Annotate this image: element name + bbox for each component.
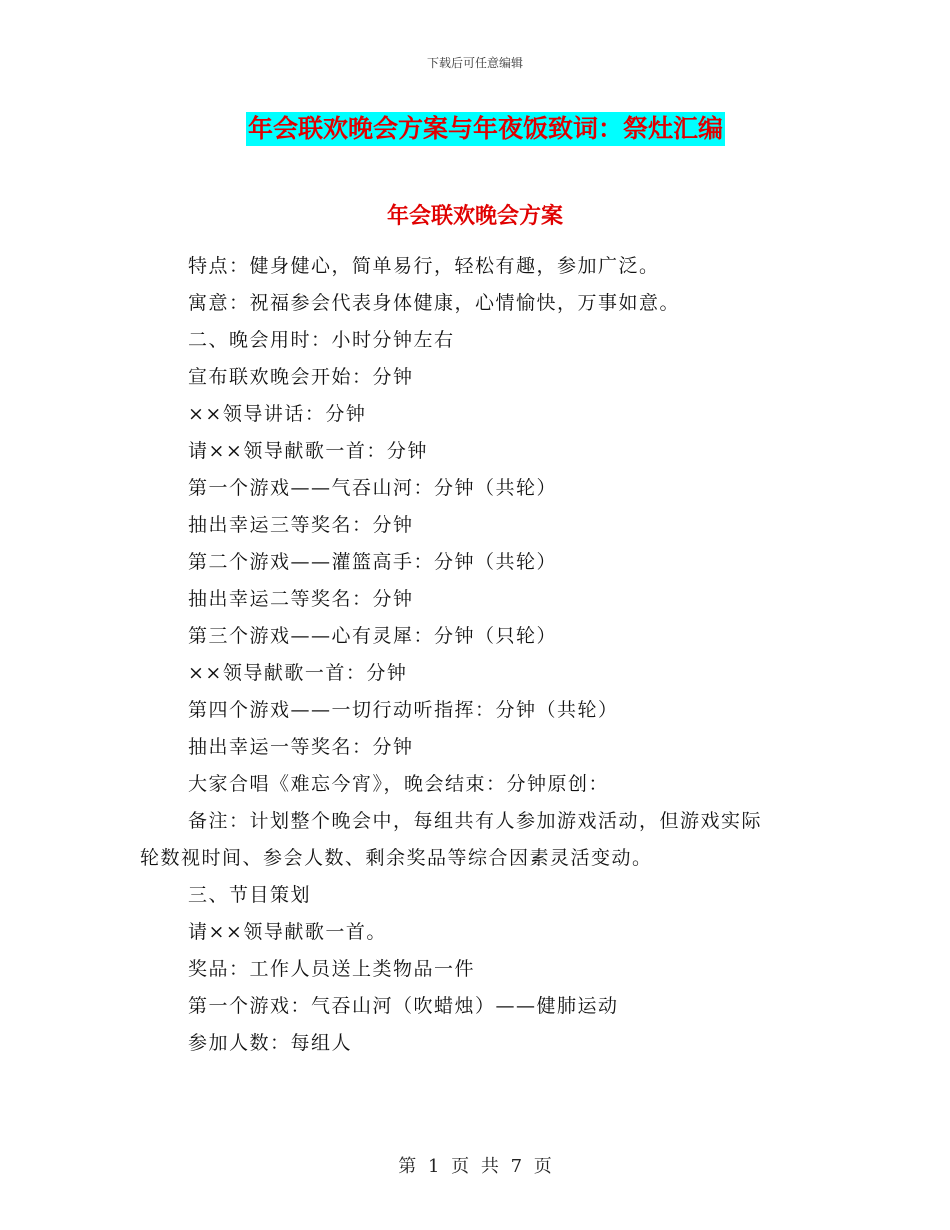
paragraph-line: 参加人数：每组人: [188, 1032, 353, 1054]
section-title: 年会联欢晚会方案: [386, 203, 563, 229]
paragraph-line: 第二个游戏——灌篮高手：分钟（共轮）: [188, 551, 558, 573]
paragraph-line: 抽出幸运三等奖名：分钟: [188, 514, 414, 536]
document-body: [140, 248, 820, 1062]
paragraph-line: 抽出幸运二等奖名：分钟: [188, 588, 414, 610]
paragraph-line: 宣布联欢晚会开始：分钟: [188, 366, 414, 388]
header-note: 下载后可任意编辑: [426, 56, 523, 70]
paragraph-line: 请××领导献歌一首：分钟: [188, 440, 428, 462]
paragraph-line: 第四个游戏——一切行动听指挥：分钟（共轮）: [188, 699, 619, 721]
paragraph-line: 第一个游戏：气吞山河（吹蜡烛）——健肺运动: [188, 995, 619, 1017]
paragraph-line: ××领导讲话：分钟: [188, 403, 367, 425]
paragraph-line: 第三个游戏——心有灵犀：分钟（只轮）: [188, 625, 558, 647]
paragraph-line: 抽出幸运一等奖名：分钟: [188, 736, 414, 758]
paragraph-line: 寓意：祝福参会代表身体健康，心情愉快，万事如意。: [188, 292, 681, 314]
paragraph-line: 奖品：工作人员送上类物品一件: [188, 958, 476, 980]
paragraph-line: 特点：健身健心，简单易行，轻松有趣，参加广泛。: [188, 255, 660, 277]
paragraph-line: 大家合唱《难忘今宵》，晚会结束：分钟原创：: [188, 773, 610, 795]
paragraph-line: ××领导献歌一首：分钟: [188, 662, 408, 684]
paragraph-line: 备注：计划整个晚会中，每组共有人参加游戏活动，但游戏实际: [188, 810, 763, 832]
page-footer: 第 1 页 共 7 页: [398, 1156, 552, 1177]
paragraph-line: 三、节目策划: [188, 884, 312, 906]
paragraph-line: 二、晚会用时：小时分钟左右: [188, 329, 455, 351]
paragraph-line: 第一个游戏——气吞山河：分钟（共轮）: [188, 477, 558, 499]
document-title: 年会联欢晚会方案与年夜饭致词：祭灶汇编: [246, 112, 725, 146]
paragraph-line: 请××领导献歌一首。: [188, 921, 387, 943]
paragraph-line: 轮数视时间、参会人数、剩余奖品等综合因素灵活变动。: [140, 847, 653, 869]
